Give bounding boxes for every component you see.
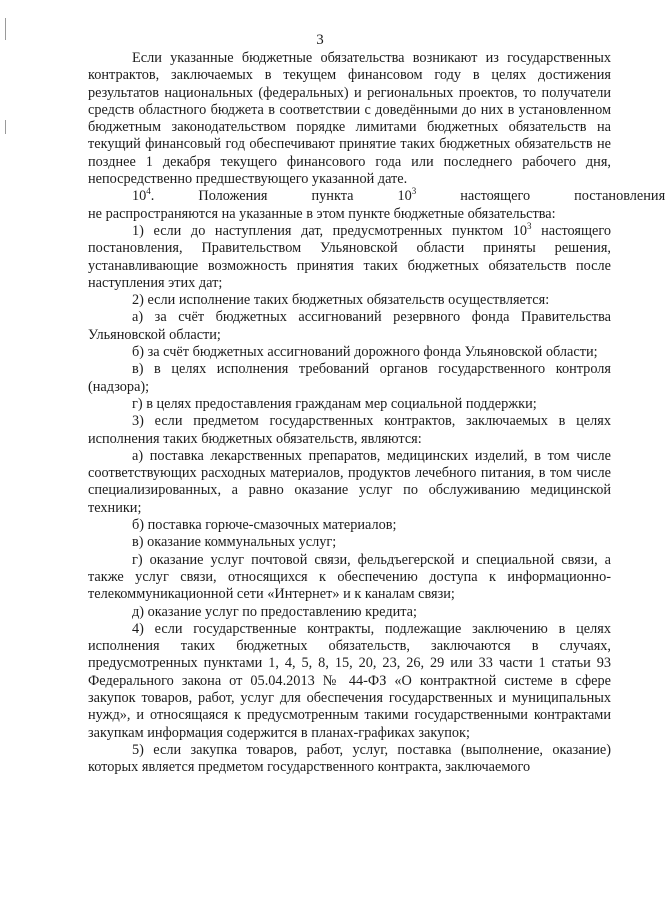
paragraph: г) в целях предоставления гражданам мер социальной поддержки; — [132, 395, 537, 412]
scan-edge-mark — [5, 120, 6, 134]
paragraph: 3) если предметом государственных контрактов, заключаемых в целях исполнения таких бюджетных обязательств, являются: — [88, 413, 611, 447]
paragraph: 4) если государственные контракты, подлежащие заключению в целях исполнения таких бюджетных обязательств, заключаются в случаях, предусмотренных пунктами 1, 4, 5, 8, 15, 20, 23, 26, 29 или 33 части 1 статьи 93 Федерального закона от 05.04.2013 № 44-ФЗ «О контрактной системе в сфере закупок товаров, работ, услуг для обеспечения государственных и муниципальных нужд», и относящаяся к предусмотренным такими государственными контрактами закупкам информация содержится в планах-графиках закупок; — [88, 620, 611, 741]
document-body — [88, 50, 665, 776]
paragraph: а) за счёт бюджетных ассигнований резервного фонда Правительства Ульяновской области; — [88, 309, 611, 343]
clause-reference-superscript: 3 — [411, 186, 417, 197]
paragraph: б) поставка горюче-смазочных материалов; — [132, 517, 397, 534]
clause-reference: 10 — [512, 222, 528, 239]
paragraph: 2) если исполнение таких бюджетных обязательств осуществляется: — [132, 292, 550, 309]
paragraph: Если указанные бюджетные обязательства возникают из государственных контрактов, заключаемых в текущем финансовом году в целях достижения результатов национальных (федеральных) и региональных проектов, то получатели средств областного бюджета в соответствии с доведёнными до них в установленном бюджетным законодательством порядке лимитами бюджетных обязательств на текущий финансовый год обеспечивают принятие таких бюджетных обязательств не позднее 1 декабря текущего финансового года или последнего рабочего дня, непосредственно предшествующего указанной дате. — [88, 50, 611, 188]
paragraph: 1) если до наступления дат, предусмотренных пунктом $10^3$ настоящего постановления, Правительством Ульяновской области приняты решения, устанавливающие возможность принятия таких бюджетных обязательств после наступления этих дат; — [88, 220, 611, 291]
paragraph: в) в целях исполнения требований органов государственного контроля (надзора); — [88, 361, 611, 395]
paragraph: б) за счёт бюджетных ассигнований дорожного фонда Ульяновской области; — [132, 344, 598, 361]
paragraph: 5) если закупка товаров, работ, услуг, поставка (выполнение, оказание) которых является предметом государственного контракта, заключаемого — [88, 741, 611, 776]
paragraph: д) оказание услуг по предоставлению кредита; — [132, 603, 418, 620]
page-number: 3 — [316, 32, 324, 48]
paragraph-10-4: $10^4$. Положения пункта $10^3$ настоящего постановления не распространяются на указанные в этом пункте бюджетные обязательства: — [88, 186, 665, 222]
clause-reference: 10 — [397, 188, 412, 205]
paragraph: в) оказание коммунальных услуг; — [132, 534, 337, 551]
paragraph: а) поставка лекарственных препаратов, медицинских изделий, в том числе соответствующих расходных материалов, продуктов лечебного питания, в том числе специализированных, а равно оказание услуг по обслуживанию медицинской техники; — [88, 447, 611, 516]
clause-reference-superscript: 3 — [527, 220, 532, 231]
paragraph: г) оказание услуг почтовой связи, фельдъегерской и специальной связи, а также услуг связи, относящихся к обеспечению доступа к информационно-телекоммуникационной сети «Интернет» и к каналам связи; — [88, 551, 611, 603]
clause-number-superscript: 4 — [146, 186, 151, 197]
clause-number: 10 — [132, 188, 147, 205]
